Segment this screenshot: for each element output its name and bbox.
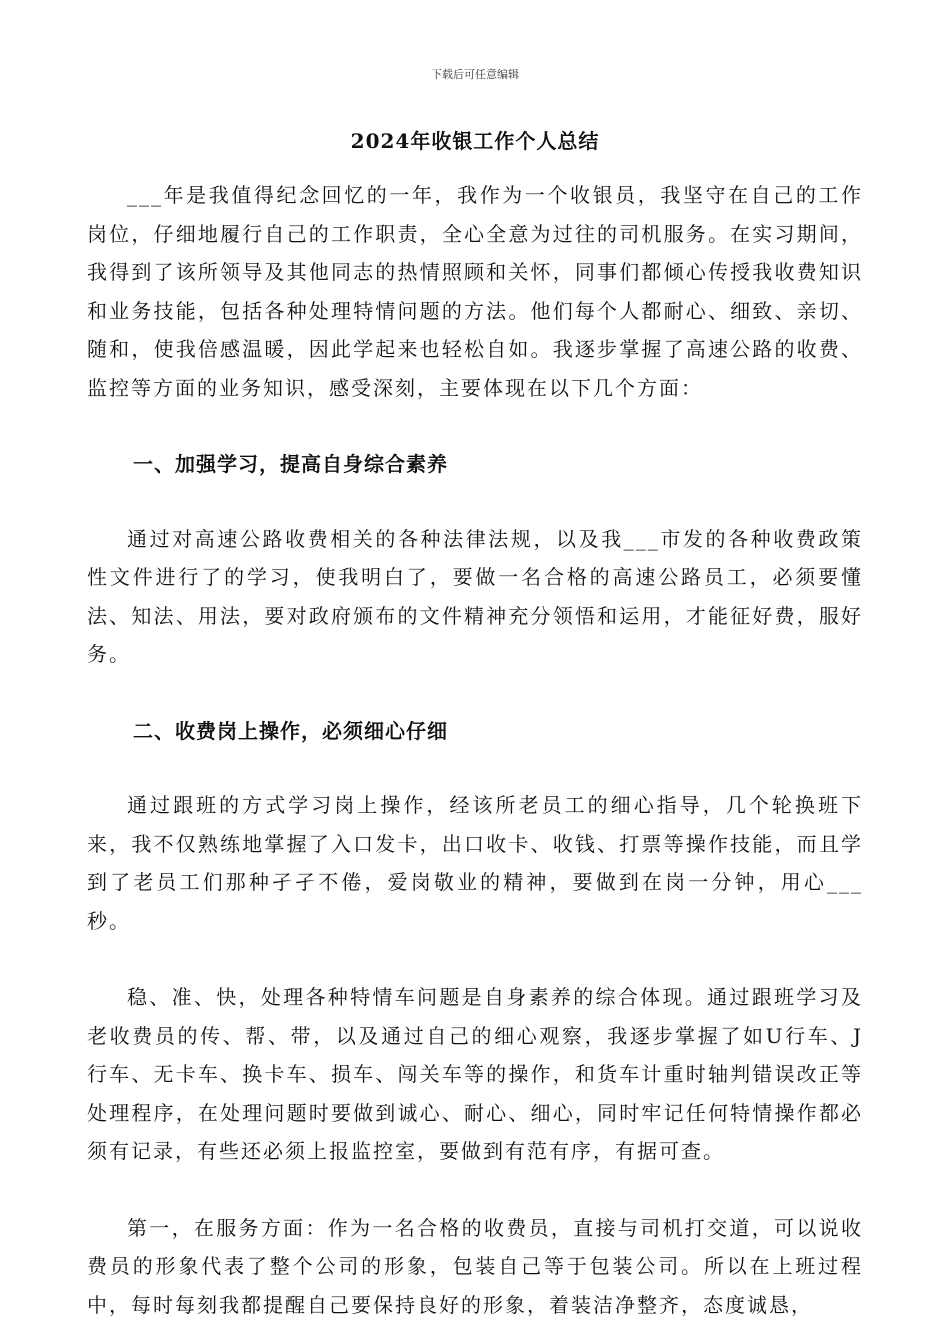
paragraph-service: 第一，在服务方面：作为一名合格的收费员，直接与司机打交道，可以说收费员的形象代表了整个公司的形象，包装自己等于包装公司。所以在上班过程中，每时每刻我都提醒自己要保持良好的形象，着装洁净整齐，态度诚恳， — [87, 1215, 863, 1317]
section-heading-2: 二、收费岗上操作，必须细心仔细 — [133, 718, 448, 743]
section-heading-1: 一、加强学习，提高自身综合素养 — [133, 452, 448, 476]
header-note: 下载后可任意编辑 — [431, 68, 519, 81]
document-body — [87, 176, 863, 1324]
paragraph-section-1: 通过对高速公路收费相关的各种法律法规，以及我___市发的各种收费政策性文件进行了的学习，使我明白了，要做一名合格的高速公路员工，必须要懂法、知法、用法，要对政府颁布的文件精神充分领悟和运用，才能征好费，服好务。 — [87, 526, 863, 666]
paragraph-intro: ___年是我值得纪念回忆的一年，我作为一个收银员，我坚守在自己的工作岗位，仔细地履行自己的工作职责，全心全意为过往的司机服务。在实习期间，我得到了该所领导及其他同志的热情照顾和关怀，同事们都倾心传授我收费知识和业务技能，包括各种处理特情问题的方法。他们每个人都耐心、细致、亲切、随和，使我倍感温暖，因此学起来也轻松自如。我逐步掌握了高速公路的收费、监控等方面的业务知识，感受深刻，主要体现在以下几个方面： — [87, 183, 863, 400]
paragraph-section-2a: 通过跟班的方式学习岗上操作，经该所老员工的细心指导，几个轮换班下来，我不仅熟练地掌握了入口发卡，出口收卡、收钱、打票等操作技能，而且学到了老员工们那种孑孑不倦，爱岗敬业的精神，要做到在岗一分钟，用心___秒。 — [87, 793, 863, 933]
document-title: 2024年收银工作个人总结 — [350, 129, 600, 153]
paragraph-section-2b: 稳、准、快，处理各种特情车问题是自身素养的综合体现。通过跟班学习及老收费员的传、帮、带，以及通过自己的细心观察，我逐步掌握了如U行车、J行车、无卡车、换卡车、损车、闯关车等的操作，和货车计重时轴判错误改正等处理程序，在处理问题时要做到诚心、耐心、细心，同时牢记任何特情操作都必须有记录，有些还必须上报监控室，要做到有范有序，有据可查。 — [87, 985, 863, 1163]
